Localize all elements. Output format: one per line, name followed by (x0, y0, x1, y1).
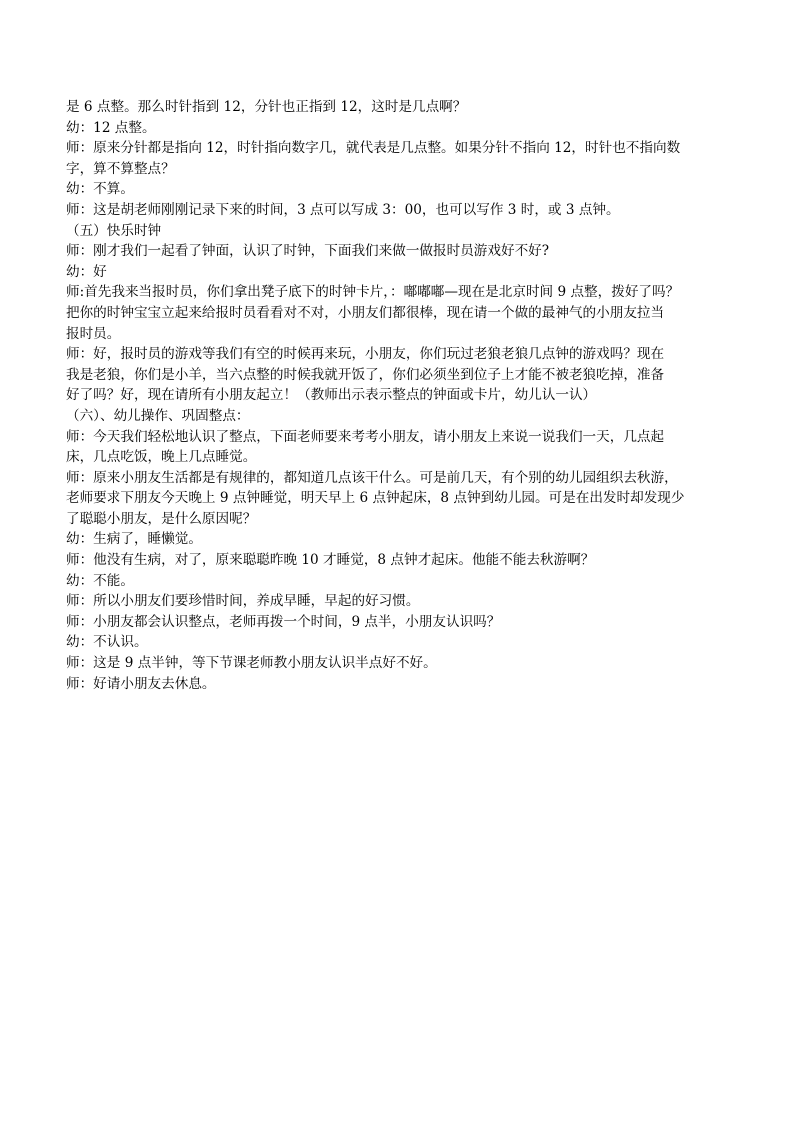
text-line: 老师要求下朋友今天晚上 9 点钟睡觉，明天早上 6 点钟起床，8 点钟到幼儿园。可是在出发时却发现少 (66, 490, 685, 507)
text-line: 师：所以小朋友们要珍惜时间，养成早睡，早起的好习惯。 (66, 593, 420, 610)
text-line: 师：好请小朋友去休息。 (66, 675, 216, 692)
text-line: 好了吗？好，现在请所有小朋友起立！（教师出示表示整点的钟面或卡片，幼儿认一认） (66, 387, 597, 404)
text-line: 师：原来分针都是指向 12，时针指向数字几，就代表是几点整。如果分针不指向 12，时针也不指向数 (66, 140, 681, 157)
text-line: 师：原来小朋友生活都是有规律的，都知道几点该干什么。可是前几天，有个别的幼儿园组织去秋游， (66, 469, 678, 486)
text-line: 幼：不能。 (66, 572, 134, 589)
text-line: 幼：生病了，睡懒觉。 (66, 531, 202, 548)
text-line: 我是老狼，你们是小羊，当六点整的时候我就开饭了，你们必须坐到位子上才能不被老狼吃掉，准备 (66, 366, 665, 383)
text-line: 床，几点吃饭，晚上几点睡觉。 (66, 449, 257, 466)
section-heading: （六）、幼儿操作、巩固整点： (66, 407, 250, 424)
text-line: 师：好，报时员的游戏等我们有空的时候再来玩，小朋友，你们玩过老狼老狼几点钟的游戏吗？现在 (66, 346, 665, 363)
text-line: 把你的时钟宝宝立起来给报时员看看对不对，小朋友们都很棒，现在请一个做的最神气的小朋友拉当 (66, 304, 665, 321)
text-line: 幼：不认识。 (66, 634, 148, 651)
text-line: 师：今天我们轻松地认识了整点，下面老师要来考考小朋友，请小朋友上来说一说我们一天，几点起 (66, 428, 665, 445)
text-line: 幼：好 (66, 263, 107, 280)
text-line: 师：小朋友都会认识整点，老师再拨一个时间，9 点半，小朋友认识吗？ (66, 613, 501, 630)
text-line: 师：这是 9 点半钟，等下节课老师教小朋友认识半点好不好。 (66, 655, 437, 672)
text-line: 字，算不算整点？ (66, 160, 175, 177)
text-line: 幼：12 点整。 (66, 119, 156, 136)
text-line: 是 6 点整。那么时针指到 12，分针也正指到 12，这时是几点啊？ (66, 99, 467, 115)
document-page (66, 97, 781, 694)
section-heading: （五）快乐时钟 (66, 222, 162, 239)
text-line: 报时员。 (66, 325, 121, 342)
text-line: 幼：不算。 (66, 181, 134, 198)
text-line: 师：这是胡老师刚刚记录下来的时间，3 点可以写成 3：00，也可以写作 3 时，或 3 点钟。 (66, 201, 620, 218)
text-line: 师：他没有生病，对了，原来聪聪昨晚 10 才睡觉，8 点钟才起床。他能不能去秋游啊？ (66, 552, 595, 569)
text-line: 师：刚才我们一起看了钟面，认识了时钟，下面我们来做一做报时员游戏好不好? (66, 243, 550, 260)
text-line: 师:首先我来当报时员，你们拿出凳子底下的时钟卡片，：嘟嘟嘟—现在是北京时间 9 点整，拨好了吗？ (66, 284, 680, 301)
text-line: 了聪聪小朋友，是什么原因呢？ (66, 510, 257, 527)
